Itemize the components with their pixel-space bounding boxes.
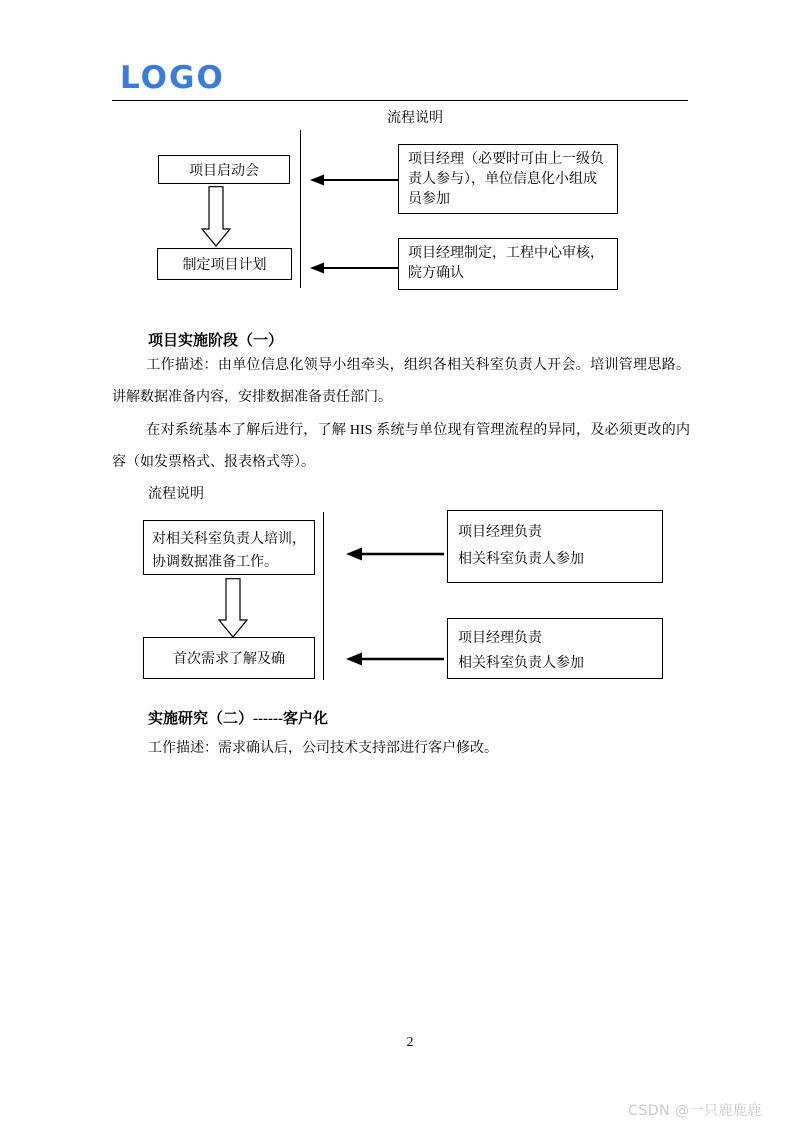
impl-paragraph-2: 在对系统基本了解后进行，了解 HIS 系统与单位现有管理流程的异同，及必须更改的内容（如发票格式、报表格式等）。 [112,423,690,470]
flow2-box-requirement: 首次需求了解及确 [143,637,315,679]
left-arrow-icon [346,546,444,562]
left-arrow-icon [310,261,398,275]
flow2-note-1 [447,510,663,583]
left-arrow-icon [310,173,398,187]
flow2-box-training: 对相关科室负责人培训，协调数据准备工作。 [143,520,315,575]
impl-paragraph-1: 工作描述：由单位信息化领导小组牵头，组织各相关科室负责人开会。培训管理思路。讲解数据准备内容，安排数据准备责任部门。 [112,358,690,405]
flow1-note-meeting: 项目经理（必要时可由上一级负责人参与），单位信息化小组成员参加 [398,144,618,214]
flow2-note2-line1: 项目经理负责 [458,631,542,646]
watermark: CSDN @一只鹿鹿鹿 [628,1103,762,1119]
flow1-box-plan: 制定项目计划 [157,248,292,280]
flow2-note2-line2: 相关科室负责人参加 [458,656,584,671]
custom-paragraph: 工作描述：需求确认后，公司技术支持部进行客户修改。 [148,741,498,756]
flow1-box-kickoff: 项目启动会 [158,155,290,184]
company-logo: LOGO [120,60,225,96]
flow2-label: 流程说明 [148,487,204,502]
header-divider [112,100,688,101]
flow2-note-2 [447,618,663,679]
flow1-title: 流程说明 [387,111,443,126]
flow2-note1-line1: 项目经理负责 [458,525,542,540]
section-custom-heading: 实施研究（二）------客户化 [148,711,328,727]
flow1-note-plan: 项目经理制定，工程中心审核，院方确认 [398,238,618,290]
down-arrow-icon [201,186,231,247]
left-arrow-icon [346,651,444,667]
flow2-note1-line2: 相关科室负责人参加 [458,552,584,567]
flow1-divider-line [300,130,301,288]
page-number: 2 [406,1035,414,1050]
down-arrow-icon [218,578,248,638]
section-impl-heading: 项目实施阶段（一） [148,333,284,349]
flow2-divider-line [323,512,324,680]
